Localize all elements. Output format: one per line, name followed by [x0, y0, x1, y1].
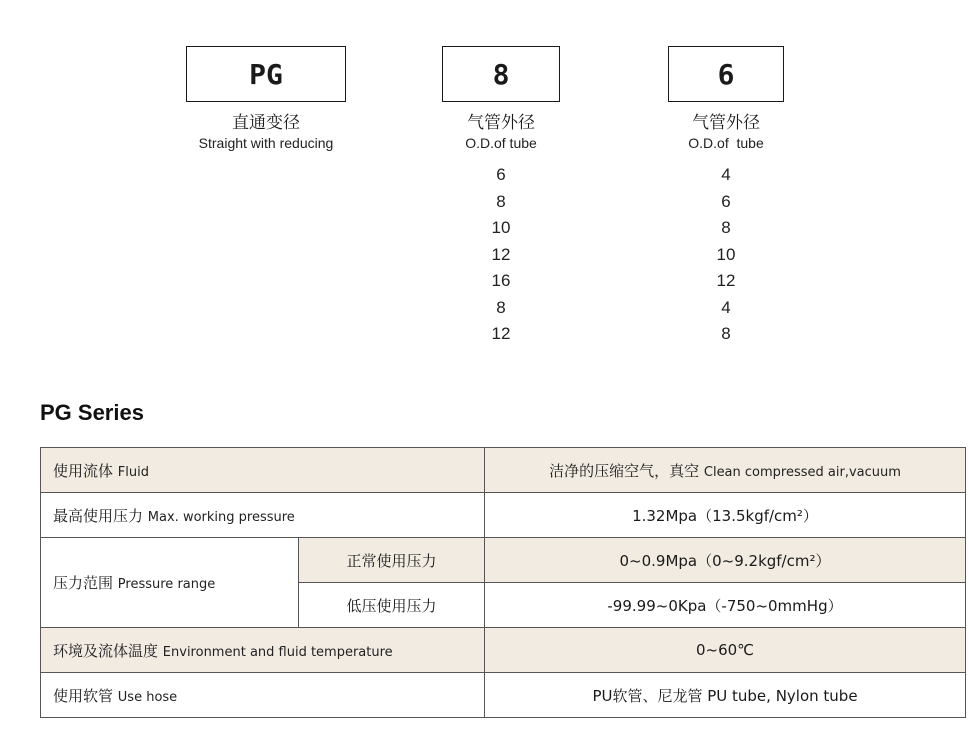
tube-od-2-values [666, 162, 786, 348]
fluid-label [41, 448, 485, 493]
value-item: 8 [721, 324, 731, 343]
max-pressure-label [41, 493, 485, 538]
normal-pressure-value: 0~0.9Mpa（0~9.2kgf/cm²） [485, 538, 966, 583]
hose-label-en: Use hose [117, 689, 178, 705]
value-item: 12 [716, 271, 736, 290]
value-item: 10 [716, 244, 736, 264]
table-row-hose [41, 673, 966, 718]
temperature-label [41, 628, 485, 673]
code-column-type [176, 46, 356, 152]
temperature-label-zh: 环境及流体温度 [53, 641, 159, 660]
value-item: 16 [491, 271, 511, 290]
value-item: 12 [491, 244, 511, 264]
table-row-max-pressure [41, 493, 966, 538]
fluid-value-zh: 洁净的压缩空气，真空 [549, 461, 700, 480]
temperature-label-en: Environment and fluid temperature [162, 644, 393, 660]
max-pressure-label-en: Max. working pressure [147, 509, 295, 525]
value-item: 8 [496, 297, 506, 317]
table-row-temperature [41, 628, 966, 673]
hose-value: PU软管、尼龙管 PU tube, Nylon tube [485, 673, 966, 718]
value-item: 12 [491, 324, 511, 343]
fluid-value [485, 448, 966, 493]
tube-od-1-values [441, 162, 561, 348]
code-box-tube-od-2: 6 [668, 46, 784, 102]
tube-od-1-label-en: O.D.of tube [465, 135, 537, 151]
value-item: 4 [721, 297, 731, 317]
low-pressure-label: 低压使用压力 [299, 583, 485, 628]
code-column-tube-od-2 [666, 46, 786, 348]
code-box-tube-od-1: 8 [442, 46, 560, 102]
value-item: 4 [721, 165, 731, 184]
type-label-en: Straight with reducing [198, 135, 334, 151]
spec-table [40, 447, 966, 718]
value-item: 8 [721, 218, 731, 237]
value-item: 6 [721, 191, 731, 211]
fluid-value-en: Clean compressed air,vacuum [703, 464, 901, 480]
type-label-zh: 直通变径 [232, 113, 300, 133]
low-pressure-value: -99.99~0Kpa（-750~0mmHg） [485, 583, 966, 628]
fluid-label-en: Fluid [117, 464, 149, 480]
value-item: 6 [496, 165, 506, 184]
tube-od-2-label-en: O.D.of tube [688, 135, 764, 151]
table-row-pressure-normal [41, 538, 966, 583]
pressure-range-label [41, 538, 299, 628]
hose-label-zh: 使用软管 [53, 686, 114, 705]
series-title: PG Series [40, 400, 144, 425]
value-item: 10 [491, 218, 511, 237]
fluid-label-zh: 使用流体 [53, 461, 114, 480]
max-pressure-label-zh: 最高使用压力 [53, 506, 144, 525]
tube-od-2-label-zh: 气管外径 [692, 113, 760, 133]
code-column-tube-od-1 [441, 46, 561, 348]
hose-label [41, 673, 485, 718]
code-box-type: PG [186, 46, 346, 102]
normal-pressure-label: 正常使用压力 [299, 538, 485, 583]
value-item: 8 [496, 191, 506, 211]
pressure-range-label-zh: 压力范围 [53, 574, 114, 592]
tube-od-1-label-zh: 气管外径 [467, 113, 535, 133]
max-pressure-value: 1.32Mpa（13.5kgf/cm²） [485, 493, 966, 538]
table-row-fluid [41, 448, 966, 493]
pressure-range-label-en: Pressure range [117, 577, 216, 592]
temperature-value: 0~60℃ [485, 628, 966, 673]
